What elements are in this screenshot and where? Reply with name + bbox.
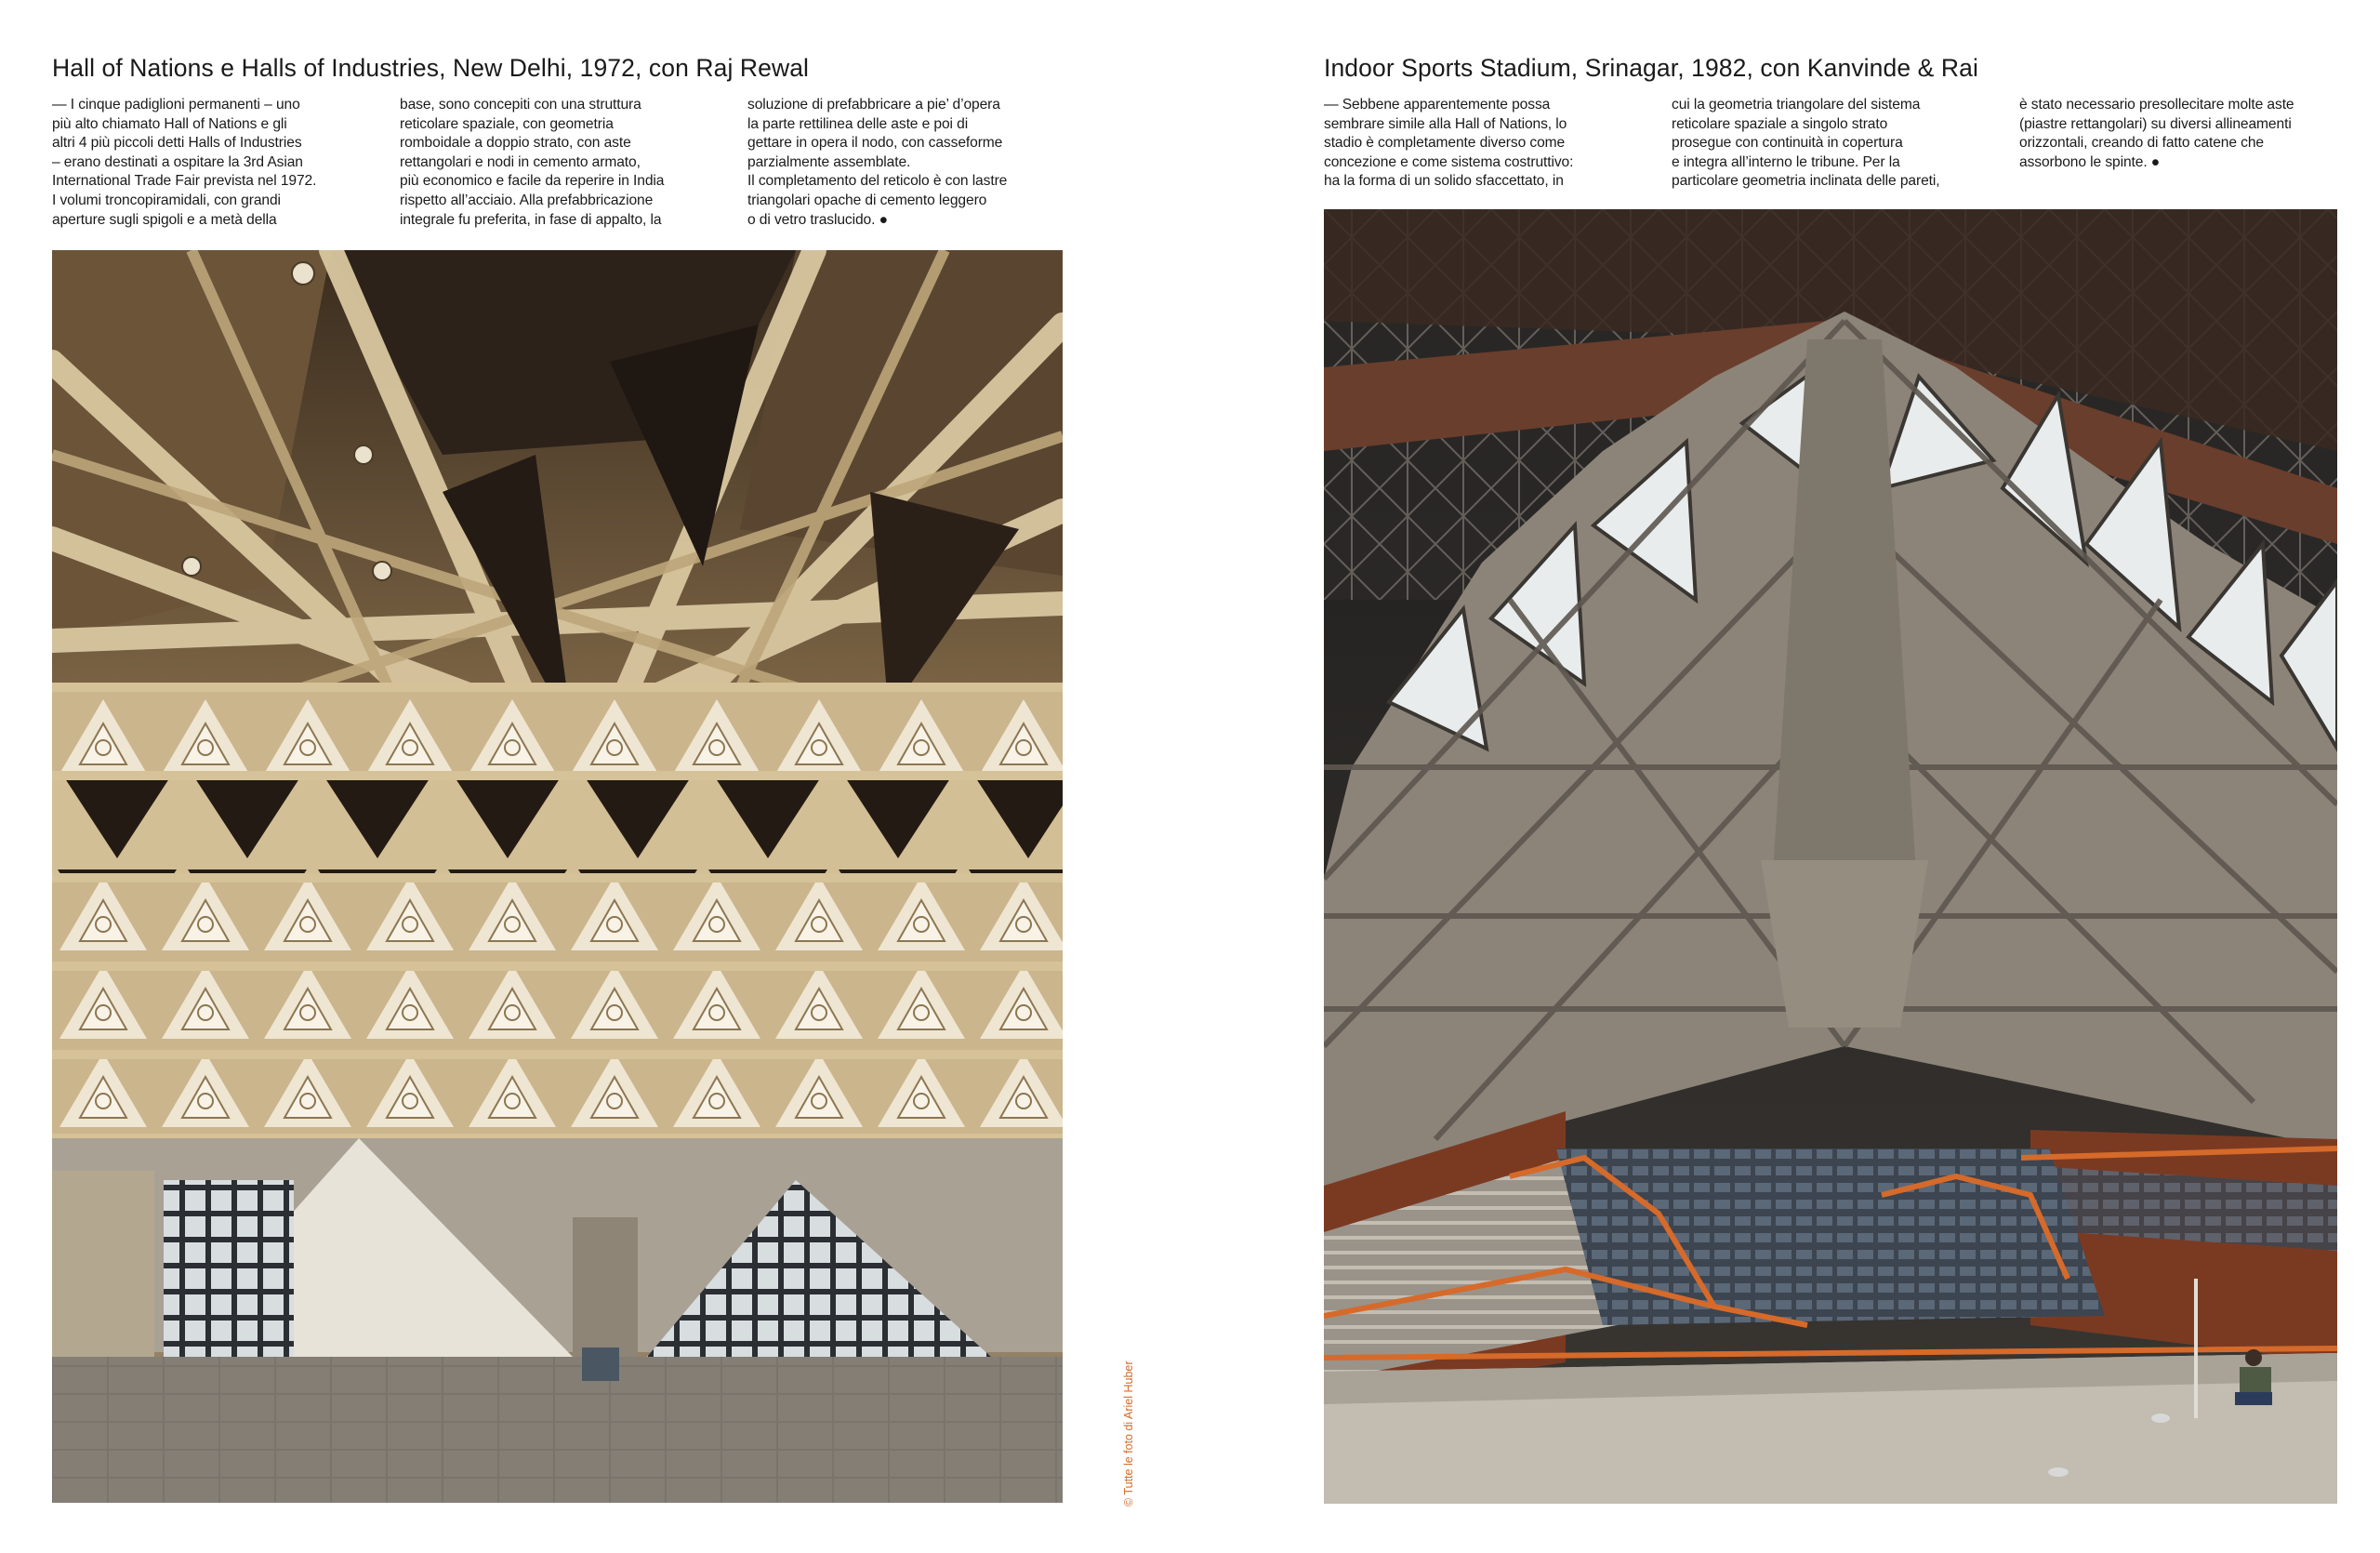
- srinagar-stadium-illustration: [1324, 209, 2337, 1504]
- text-line: orizzontali, creando di fatto catene che: [2019, 135, 2264, 152]
- text-line: International Trade Fair prevista nel 1972.: [52, 173, 317, 190]
- text-line: rettangolari e nodi in cemento armato,: [400, 153, 641, 170]
- text-line: la parte rettilinea delle aste e poi di: [747, 115, 969, 132]
- right-text-column-3: [2019, 96, 2328, 192]
- text-line: più alto chiamato Hall of Nations e gli: [52, 115, 287, 132]
- right-text-column-1: [1324, 96, 1633, 192]
- hall-of-nations-illustration: [52, 250, 1063, 1503]
- paragraph: [400, 96, 708, 230]
- hall-of-nations-photo: [52, 250, 1063, 1503]
- paragraph: [1672, 96, 1980, 192]
- text-line: — I cinque padiglioni permanenti – uno: [52, 97, 300, 113]
- text-line: sembrare simile alla Hall of Nations, lo: [1324, 115, 1567, 132]
- text-line: o di vetro traslucido. ●: [747, 211, 888, 228]
- text-line: assorbono le spinte. ●: [2019, 153, 2161, 170]
- text-line: stadio è completamente diverso come: [1324, 135, 1566, 152]
- text-line: cui la geometria triangolare del sistema: [1672, 97, 1921, 113]
- text-line: – erano destinati a ospitare la 3rd Asian: [52, 153, 303, 170]
- text-line: soluzione di prefabbricare a pie’ d’opera: [747, 97, 1000, 113]
- text-line: I volumi troncopiramidali, con grandi: [52, 192, 281, 208]
- left-text-column-1: [52, 96, 361, 230]
- text-line: — Sebbene apparentemente possa: [1324, 97, 1551, 113]
- text-line: ha la forma di un solido sfaccettato, in: [1324, 173, 1564, 190]
- text-line: integrale fu preferita, in fase di appalto, la: [400, 211, 662, 228]
- text-line: prosegue con continuità in copertura: [1672, 135, 1903, 152]
- left-text-column-3: [747, 96, 1056, 230]
- text-line: e integra all’interno le tribune. Per la: [1672, 153, 1900, 170]
- paragraph: [1324, 96, 1633, 192]
- left-text-column-2: [400, 96, 708, 230]
- text-line: (piastre rettangolari) su diversi allineamenti: [2019, 115, 2292, 132]
- text-line: reticolare spaziale a singolo strato: [1672, 115, 1888, 132]
- right-text-column-2: [1672, 96, 1980, 192]
- text-line: romboidale a doppio strato, con aste: [400, 135, 631, 152]
- text-line: triangolari opache di cemento leggero: [747, 192, 987, 208]
- text-line: base, sono concepiti con una struttura: [400, 97, 641, 113]
- text-line: particolare geometria inclinata delle pareti,: [1672, 173, 1940, 190]
- text-line: altri 4 più piccoli detti Halls of Industries: [52, 135, 302, 152]
- text-line: reticolare spaziale, con geometria: [400, 115, 614, 132]
- left-article-body: [52, 96, 1095, 230]
- paragraph: [2019, 96, 2328, 172]
- text-line: gettare in opera il nodo, con casseforme: [747, 135, 1003, 152]
- right-article-body: [1324, 96, 2367, 192]
- text-line: Il completamento del reticolo è con lastre: [747, 173, 1008, 190]
- left-article-title: Hall of Nations e Halls of Industries, New Delhi, 1972, con Raj Rewal: [52, 54, 810, 82]
- right-page: [1190, 0, 2380, 1553]
- paragraph: [52, 96, 361, 230]
- paragraph: [747, 96, 1056, 230]
- text-line: aperture sugli spigoli e a metà della: [52, 211, 277, 228]
- text-line: rispetto all’acciaio. Alla prefabbricazione: [400, 192, 654, 208]
- text-line: parzialmente assemblate.: [747, 153, 911, 170]
- right-article-title: Indoor Sports Stadium, Srinagar, 1982, con Kanvinde & Rai: [1324, 54, 1978, 82]
- photo-credit: © Tutte le foto di Ariel Huber: [1122, 1361, 1135, 1507]
- text-line: più economico e facile da reperire in India: [400, 173, 665, 190]
- text-line: è stato necessario presollecitare molte aste: [2019, 97, 2294, 113]
- text-line: concezione e come sistema costruttivo:: [1324, 153, 1574, 170]
- srinagar-stadium-photo: [1324, 209, 2337, 1504]
